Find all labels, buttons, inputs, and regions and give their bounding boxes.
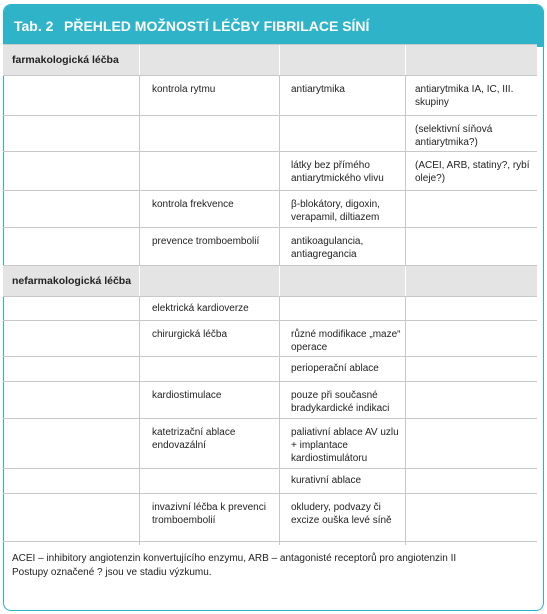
table-cell: (selektivní síňová antiarytmika?) (415, 124, 493, 148)
table-cell: kurativní ablace (280, 469, 406, 493)
table-cell: (ACEI, ARB, statiny?, rybí oleje?) (415, 160, 530, 184)
table-row (3, 381, 537, 418)
section-label: farmakologická léčba (12, 54, 119, 66)
table-cell: kontrola frekvence (140, 191, 280, 227)
section-row-nefarmakologicka (3, 265, 537, 296)
table-cell: antiarytmika IA, IC, III. skupiny (415, 84, 514, 108)
table-row (3, 190, 537, 227)
table-row (3, 356, 537, 381)
table-row (3, 115, 537, 151)
table-cell (406, 494, 537, 545)
table-cell (140, 116, 280, 151)
table-title: PŘEHLED MOŽNOSTÍ LÉČBY FIBRILACE SÍNÍ (64, 18, 370, 34)
table-cell: pouze při současné bradykardické indikaci (280, 382, 406, 418)
table-row (3, 227, 537, 265)
table-row (3, 320, 537, 356)
table-cell (406, 382, 537, 418)
table-cell: β-blokátory, digoxin, verapamil, diltiazem (280, 191, 406, 227)
footnote-research: Postupy označené ? jsou ve stadiu výzkumu. (12, 567, 212, 578)
table-cell (406, 321, 537, 356)
table-cell (406, 228, 537, 265)
table-cell: antiarytmika (280, 76, 406, 115)
table-cell (406, 297, 537, 320)
table-cell: okludery, podvazy či excize ouška levé síně (280, 494, 406, 545)
table-title-bar (4, 5, 543, 47)
footnote-abbreviations: ACEI – inhibitory angiotenzin konvertujícího enzymu, ARB – antagonisté receptorů pro angiotenzin II (12, 553, 457, 564)
table-cell: látky bez přímého antiarytmického vlivu (280, 152, 406, 190)
table-number: Tab. 2 (14, 18, 54, 34)
table-cell (406, 357, 537, 381)
table-cell (140, 357, 280, 381)
table-row (3, 151, 537, 190)
table-cell: elektrická kardioverze (140, 297, 280, 320)
table-cell (406, 419, 537, 468)
table-footnote (12, 552, 532, 580)
table-row (3, 296, 537, 320)
table-cell: antikoagulancia, antiagregancia (280, 228, 406, 265)
table-cell: chirurgická léčba (140, 321, 280, 356)
table-row (3, 418, 537, 468)
section-label: nefarmakologická léčba (12, 275, 132, 287)
table-cell: prevence tromboembolií (140, 228, 280, 265)
table-cell: katetrizační ablace endovazální (140, 419, 280, 468)
table-row (3, 493, 537, 545)
table-cell: kontrola rytmu (140, 76, 280, 115)
table-cell (140, 469, 280, 493)
table-cell: paliativní ablace AV uzlu + implantace kardiostimulátoru (280, 419, 406, 468)
treatment-table (3, 44, 537, 545)
table-cell (140, 152, 280, 190)
table-cell: kardiostimulace (140, 382, 280, 418)
table-row (3, 468, 537, 493)
table-row (3, 75, 537, 115)
table-bottom-border (3, 541, 537, 542)
table-cell (406, 191, 537, 227)
table-cell: invazivní léčba k prevenci tromboembolií (140, 494, 280, 545)
table-cell: různé modifikace „maze“ operace (280, 321, 406, 356)
section-row-farmakologicka (3, 44, 537, 75)
table-cell (280, 297, 406, 320)
table-cell (406, 469, 537, 493)
table-cell: perioperační ablace (280, 357, 406, 381)
table-cell (280, 116, 406, 151)
